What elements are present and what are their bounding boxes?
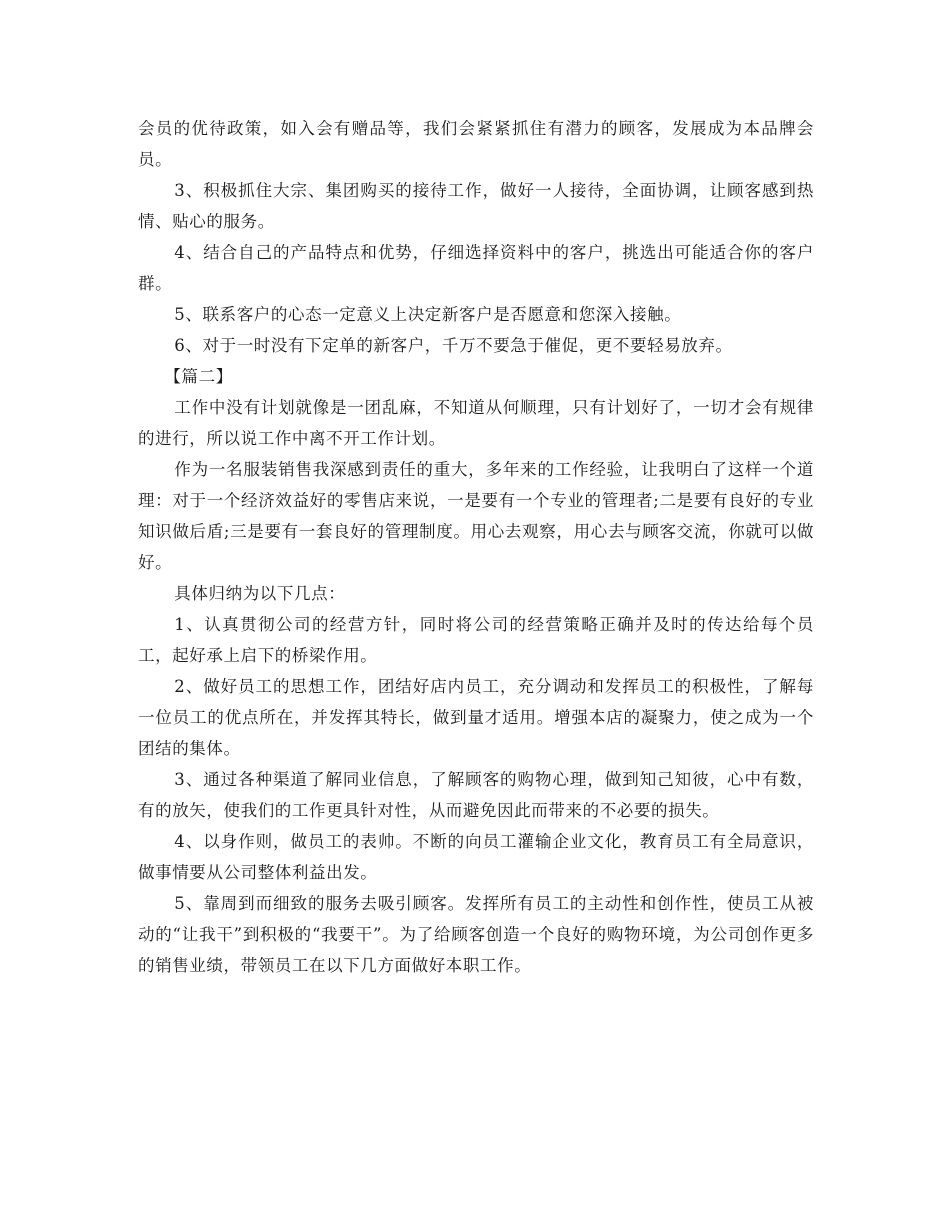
document-body bbox=[138, 113, 814, 981]
paragraph-point-3: 3、通过各种渠道了解同业信息，了解顾客的购物心理，做到知己知彼，心中有数，有的放矢，使我们的工作更具针对性，从而避免因此而带来的不必要的损失。 bbox=[138, 770, 814, 820]
section-heading-part-two: 【篇二】 bbox=[164, 367, 233, 386]
paragraph-item-4-customer-selection: 4、结合自己的产品特点和优势，仔细选择资料中的客户，挑选出可能适合你的客户群。 bbox=[138, 243, 814, 293]
paragraph-item-5-customer-attitude: 5、联系客户的心态一定意义上决定新客户是否愿意和您深入接触。 bbox=[174, 305, 682, 324]
paragraph-item-3-group-purchase: 3、积极抓住大宗、集团购买的接待工作，做好一人接待，全面协调，让顾客感到热情、贴心的服务。 bbox=[138, 181, 814, 231]
paragraph-sales-experience: 作为一名服装销售我深感到责任的重大，多年来的工作经验，让我明白了这样一个道理：对于一个经济效益好的零售店来说，一是要有一个专业的管理者;二是要有良好的专业知识做后盾;三是要有一套良好的管理制度。用心去观察，用心去与顾客交流，你就可以做好。 bbox=[138, 460, 814, 572]
paragraph-point-4: 4、以身作则，做员工的表帅。不断的向员工灌输企业文化，教育员工有全局意识，做事情要从公司整体利益出发。 bbox=[138, 832, 814, 882]
paragraph-member-policy: 会员的优待政策，如入会有赠品等，我们会紧紧抓住有潜力的顾客，发展成为本品牌会员。 bbox=[138, 119, 814, 169]
paragraph-point-1: 1、认真贯彻公司的经营方针，同时将公司的经营策略正确并及时的传达给每个员工，起好承上启下的桥梁作用。 bbox=[138, 615, 814, 665]
paragraph-item-6-new-customers: 6、对于一时没有下定单的新客户，千万不要急于催促，更不要轻易放弃。 bbox=[174, 336, 733, 355]
paragraph-point-2: 2、做好员工的思想工作，团结好店内员工，充分调动和发挥员工的积极性，了解每一位员工的优点所在，并发挥其特长，做到量才适用。增强本店的凝聚力，使之成为一个团结的集体。 bbox=[138, 677, 814, 758]
paragraph-work-plan-intro: 工作中没有计划就像是一团乱麻，不知道从何顺理，只有计划好了，一切才会有规律的进行，所以说工作中离不开工作计划。 bbox=[138, 398, 814, 448]
paragraph-point-5: 5、靠周到而细致的服务去吸引顾客。发挥所有员工的主动性和创作性，使员工从被动的“让我干”到积极的“我要干”。为了给顾客创造一个良好的购物环境，为公司创作更多的销售业绩，带领员工在以下几方面做好本职工作。 bbox=[138, 894, 814, 975]
paragraph-summary-lead: 具体归纳为以下几点： bbox=[174, 584, 346, 603]
